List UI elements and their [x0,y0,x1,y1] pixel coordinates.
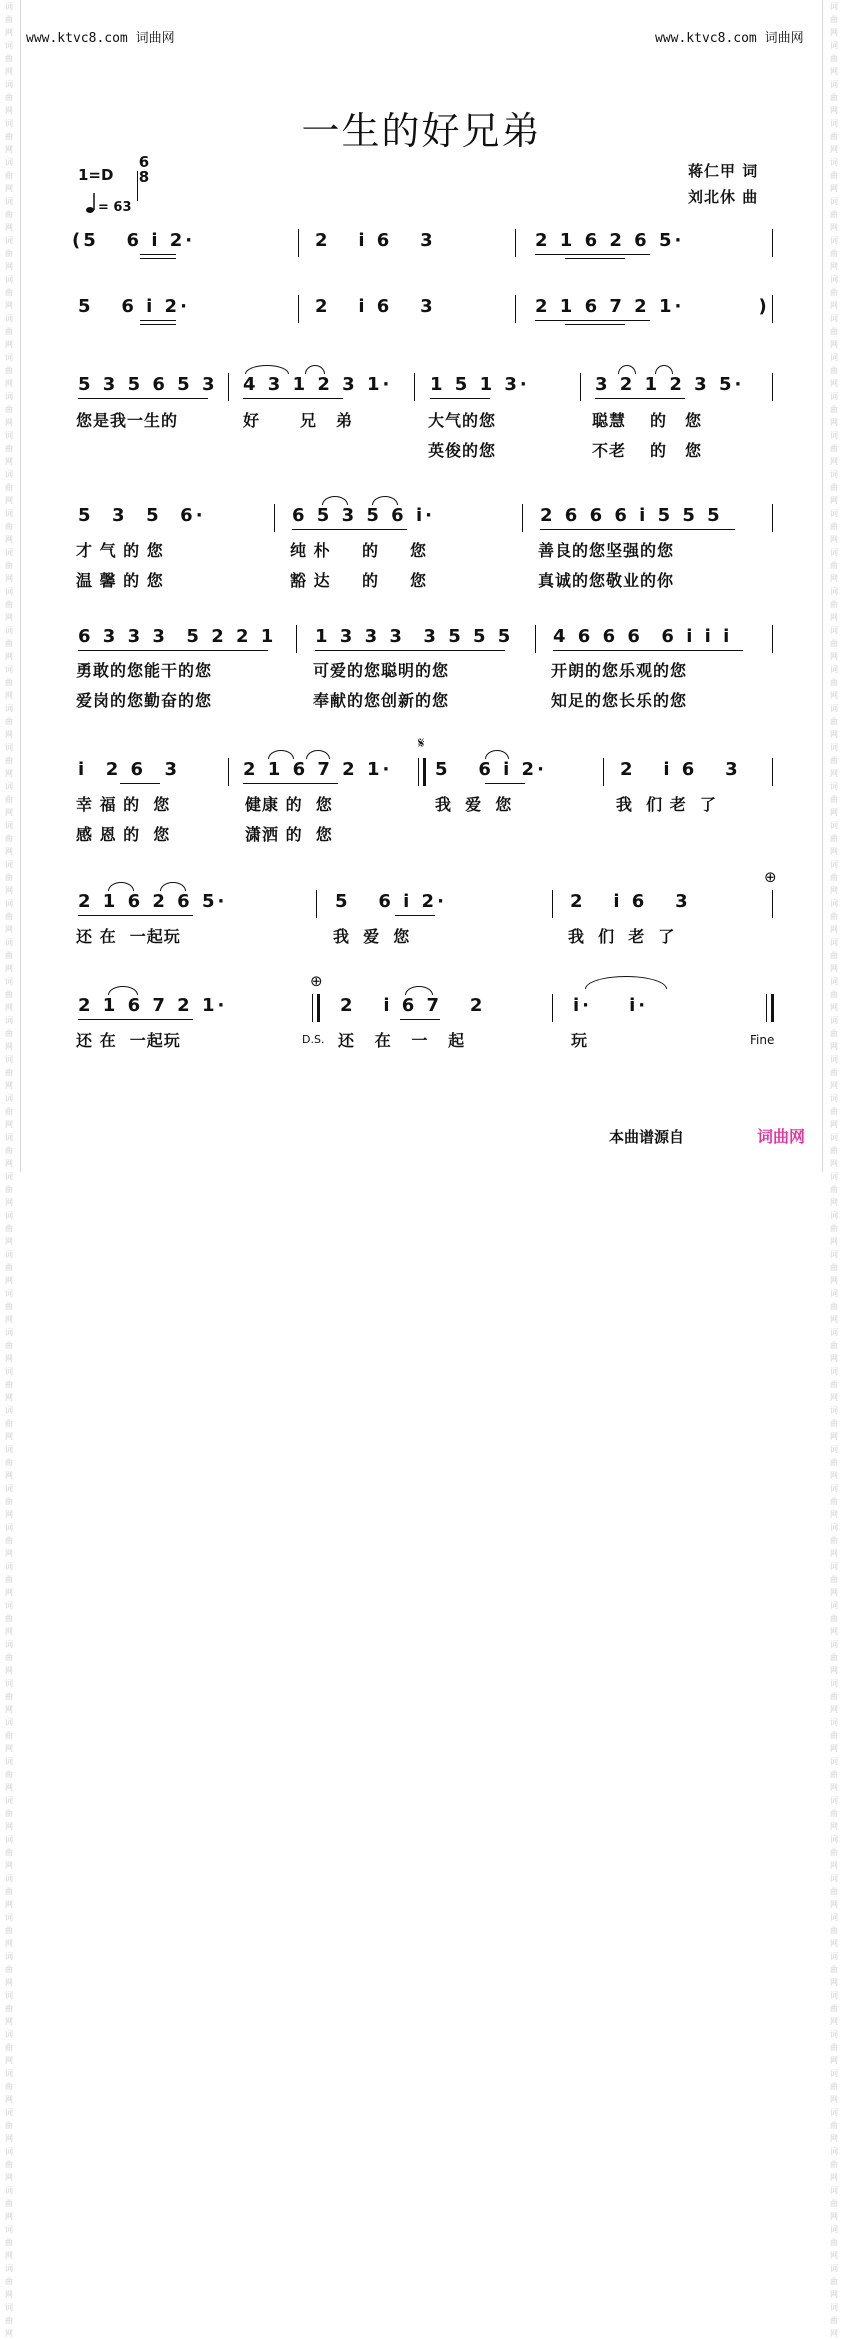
barline [274,504,275,532]
beam [400,1019,440,1020]
row6-lyric1-c: 我 爱 您 [435,795,513,814]
barline [603,758,604,786]
right-border-line [822,0,823,1172]
row3-m3: 1 5 1 3· [430,374,530,395]
row4-lyric2-d: 您 [410,571,428,590]
barline [522,504,523,532]
key-signature: 1=D [78,166,114,184]
intro-row1-m3: 2 1 6 2 6 5· [535,230,685,251]
song-title: 一生的好兄弟 [301,109,542,153]
time-signature-bottom: 8 [138,168,150,186]
row6-lyric1-a: 幸 福 的 您 [76,795,171,814]
barline [552,890,553,918]
coda-icon: ⊕ [764,868,777,886]
slur [405,986,433,995]
row6-lyric1-d: 我 们 老 了 [616,795,717,814]
intro-row2-m1: 5 6 i 2· [78,296,190,317]
slur [245,365,289,374]
row3-lyric1-h: 您 [685,411,703,430]
row3-lyric1-b: 好 [243,411,261,430]
row5-lyric1-b: 可爱的您聪明的您 [313,661,450,680]
row5-lyric2-b: 奉献的您创新的您 [313,691,450,710]
left-border-line [20,0,21,1172]
slur [160,882,186,891]
beam [315,650,505,651]
slur [268,750,294,759]
row6-lyric2-b: 潇洒 的 您 [245,825,333,844]
barline [298,295,299,323]
barline [515,229,516,257]
barline [414,373,415,401]
beam [78,650,268,651]
left-watermark-strip: 词曲网 词曲网 词曲网 词曲网 词曲网 词曲网 词曲网 词曲网 词曲网 词曲网 词曲网 词曲网 词曲网 词曲网 词曲网 词曲网 词曲网 词曲网 词曲网 词曲网 词曲网 词曲网 词曲网 词曲网 词曲网 词曲网 词曲网 词曲网 词曲网 词曲网 词曲网 词曲网 词曲网 词曲网 词曲网 词曲网 词曲网 词曲网 词曲网 词曲网 词曲网 词曲网 词曲网 词曲网 词曲网 词曲网 词曲网 词曲网 词曲网 词曲网 词曲网 词曲网 词曲网 词曲网 词曲网 词曲网 词曲网 词曲网 词曲网 词曲网 [5,2,13,2338]
row6-lyric1-b: 健康 的 您 [245,795,333,814]
barline [228,373,229,401]
intro-row1-m2: 2 i 6 3 [315,230,436,251]
row3-lyric1-c: 兄 [300,411,318,430]
row3-lyric2-c: 的 [650,441,668,460]
barline [772,229,773,257]
row3-lyric1-e: 大气的您 [428,411,497,430]
barline [772,758,773,786]
slur [655,365,673,374]
barline [535,625,536,653]
row5-lyric2-c: 知足的您长乐的您 [551,691,688,710]
barline [316,890,317,918]
row4-m1: 5 3 5 6· [78,505,206,526]
site-url-right[interactable]: www.ktvc8.com 词曲网 [655,31,804,46]
intro-row2-m3: 2 1 6 7 2 1· ) [535,296,770,317]
barline [580,373,581,401]
repeat-barline [418,758,426,786]
barline [298,229,299,257]
row5-lyric1-a: 勇敢的您能干的您 [76,661,213,680]
row5-m1: 6 3 3 3 5 2 2 1 [78,626,277,647]
barline [772,295,773,323]
barline [772,504,773,532]
row8-m3: i· i· [573,995,649,1016]
beam [140,324,176,325]
ds-mark: D.S. [302,1033,325,1046]
beam [78,398,208,399]
beam [78,915,193,916]
beam [540,529,735,530]
time-signature-bar [137,171,138,201]
row7-lyric-c: 我 们 老 了 [568,927,676,946]
beam [535,254,650,255]
row5-lyric1-c: 开朗的您乐观的您 [551,661,688,680]
row4-m3: 2 6 6 6 i 5 5 5 [540,505,723,526]
row3-lyric1-a: 您是我一生的 [76,411,179,430]
row5-m2: 1 3 3 3 3 5 5 5 [315,626,514,647]
intro-row1-m1: (5 6 i 2· [72,230,196,251]
slur [306,750,330,759]
row8-m1: 2 1 6 7 2 1· [78,995,228,1016]
slur [618,365,636,374]
beam [243,398,343,399]
row4-lyric1-d: 您 [410,541,428,560]
beam [140,254,176,255]
barline [772,890,773,918]
barline [772,373,773,401]
right-watermark-strip: 词曲网 词曲网 词曲网 词曲网 词曲网 词曲网 词曲网 词曲网 词曲网 词曲网 词曲网 词曲网 词曲网 词曲网 词曲网 词曲网 词曲网 词曲网 词曲网 词曲网 词曲网 词曲网 词曲网 词曲网 词曲网 词曲网 词曲网 词曲网 词曲网 词曲网 词曲网 词曲网 词曲网 词曲网 词曲网 词曲网 词曲网 词曲网 词曲网 词曲网 词曲网 词曲网 词曲网 词曲网 词曲网 词曲网 词曲网 词曲网 词曲网 词曲网 词曲网 词曲网 词曲网 词曲网 词曲网 词曲网 词曲网 词曲网 词曲网 词曲网 [830,2,838,2338]
row6-m1: i 2 6 3 [78,759,181,780]
beam [595,398,685,399]
row4-lyric1-b: 纯 朴 [290,541,331,560]
row4-lyric1-a: 才 气 的 您 [76,541,164,560]
beam [430,398,490,399]
beam [485,783,525,784]
row4-lyric2-b: 豁 达 [290,571,331,590]
composer-credit: 刘北休 曲 [688,188,759,206]
source-brand-link[interactable]: 词曲网 [757,1127,806,1146]
barline [515,295,516,323]
row7-lyric-b: 我 爱 您 [333,927,411,946]
coda-icon: ⊕ [310,972,323,990]
barline [552,994,553,1022]
row4-lyric2-c: 的 [362,571,380,590]
slur [108,986,138,995]
barline [296,625,297,653]
time-signature [137,155,151,185]
source-label: 本曲谱源自 [609,1128,685,1146]
row4-lyric1-e: 善良的您坚强的您 [538,541,675,560]
row4-lyric2-e: 真诚的您敬业的你 [538,571,675,590]
row3-lyric1-d: 弟 [336,411,354,430]
row5-m3: 4 6 6 6 6 i i i [553,626,733,647]
row4-lyric2-a: 温 馨 的 您 [76,571,164,590]
barline [228,758,229,786]
row7-lyric-a: 还 在 一起玩 [76,927,181,946]
slur [485,750,509,759]
row6-m2: 2 1 6 7 2 1· [243,759,393,780]
slur [322,496,348,505]
barline [772,625,773,653]
row3-lyric1-f: 聪慧 [592,411,627,430]
quarter-note-icon [86,192,95,214]
site-url-left[interactable]: www.ktvc8.com 词曲网 [26,31,175,46]
row5-lyric2-a: 爱岗的您勤奋的您 [76,691,213,710]
beam [120,783,160,784]
row8-lyric-c: 玩 [571,1031,589,1050]
segno-icon: 𝄋 [418,734,425,752]
slur [108,882,134,891]
double-barline [312,994,320,1022]
row3-lyric2-a: 英俊的您 [428,441,497,460]
row3-m4: 3 2 1 2 3 5· [595,374,745,395]
row4-lyric1-c: 的 [362,541,380,560]
final-barline [766,994,774,1022]
row3-lyric2-d: 您 [685,441,703,460]
row4-m2: 6 5 3 5 6 i· [292,505,435,526]
slur [305,365,325,374]
row8-m2: 2 i 6 7 2 [340,995,486,1016]
beam [140,320,176,321]
row3-lyric1-g: 的 [650,411,668,430]
beam [565,258,625,259]
beam [243,783,338,784]
tempo-mark: = 63 [98,200,132,215]
lyricist-credit: 蒋仁甲 词 [688,162,759,180]
beam [535,320,650,321]
beam [553,650,743,651]
row3-m1: 5 3 5 6 5 3 [78,374,218,395]
row7-m3: 2 i 6 3 [570,891,691,912]
row8-lyric-b: 还 在 一 起 [338,1031,466,1050]
row6-m3: 5 6 i 2· [435,759,547,780]
beam [140,258,176,259]
beam [292,529,407,530]
beam [565,324,625,325]
row7-m1: 2 1 6 2 6 5· [78,891,228,912]
tie [585,976,667,989]
beam [78,1019,193,1020]
beam [395,915,435,916]
intro-row2-m2: 2 i 6 3 [315,296,436,317]
slur [372,496,398,505]
time-signature-top: 6 [138,153,150,171]
row6-lyric2-a: 感 恩 的 您 [76,825,171,844]
row3-lyric2-b: 不老 [592,441,627,460]
row7-m2: 5 6 i 2· [335,891,447,912]
row3-m2: 4 3 1 2 3 1· [243,374,393,395]
row6-m4: 2 i 6 3 [620,759,741,780]
row8-lyric-a: 还 在 一起玩 [76,1031,181,1050]
fine-mark: Fine [750,1033,775,1047]
